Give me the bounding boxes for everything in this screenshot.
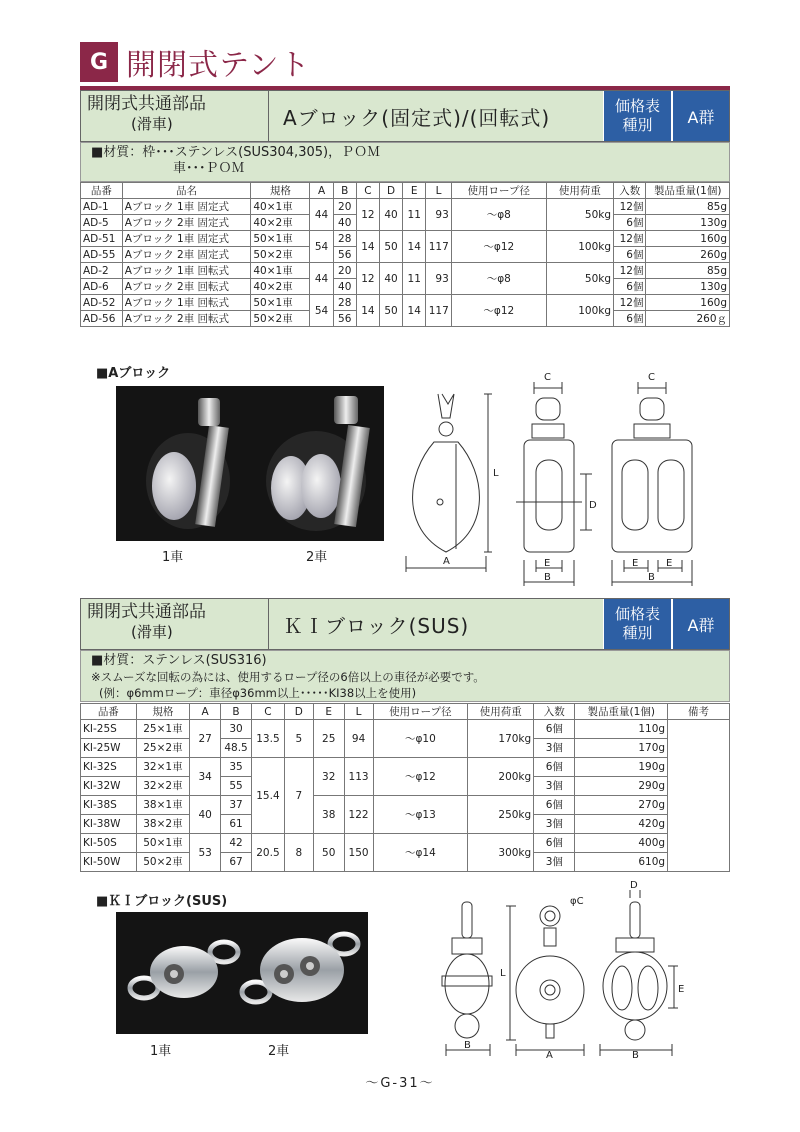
a-block-caption-1: 1車	[162, 550, 184, 565]
section2-material-example: (例：φ6mmロープ：車径φ36mm以上･････KI38以上を使用)	[99, 686, 417, 700]
cell-load: 300kg	[468, 834, 534, 872]
cell-weight: 290g	[575, 777, 668, 796]
cell-spec: 50×2車	[251, 247, 310, 263]
dim-l: L	[500, 968, 506, 979]
cell-weight: 160g	[646, 231, 730, 247]
ki-block-photo-art	[116, 912, 368, 1034]
section1-category	[81, 91, 269, 141]
cell-b: 56	[333, 311, 356, 327]
cell-code: KI-32W	[81, 777, 137, 796]
cell-c: 14	[356, 231, 379, 263]
ki-block-photo	[116, 912, 368, 1034]
cell-qty: 3個	[534, 777, 575, 796]
cell-a: 54	[310, 295, 333, 327]
col-header: D	[284, 704, 313, 720]
cell-b: 40	[333, 215, 356, 231]
section1-type-label: 種別	[622, 116, 653, 134]
dim-a: A	[546, 1050, 553, 1060]
table-row	[81, 295, 730, 311]
cell-qty: 3個	[534, 739, 575, 758]
ki-double	[242, 934, 358, 1002]
cell-a: 53	[190, 834, 221, 872]
cell-code: KI-25S	[81, 720, 137, 739]
cell-b: 20	[333, 199, 356, 215]
cell-d: 50	[379, 231, 402, 263]
cell-a: 54	[310, 231, 333, 263]
cell-rope: ～φ8	[451, 263, 546, 295]
col-header: 製品重量(1個)	[575, 704, 668, 720]
cell-b: 30	[221, 720, 252, 739]
col-header: 品名	[122, 183, 251, 199]
dim-l: L	[493, 468, 499, 479]
cell-b: 42	[221, 834, 252, 853]
cell-b: 28	[333, 231, 356, 247]
cell-load: 100kg	[546, 295, 613, 327]
section2-material	[80, 650, 730, 702]
cell-b: 61	[221, 815, 252, 834]
table-row	[81, 796, 730, 815]
cell-weight: 170g	[575, 739, 668, 758]
cell-code: AD-52	[81, 295, 123, 311]
cell-c: 13.5	[251, 720, 284, 758]
cell-d: 5	[284, 720, 313, 758]
cell-b: 48.5	[221, 739, 252, 758]
table-row	[81, 231, 730, 247]
cell-code: AD-55	[81, 247, 123, 263]
cell-qty: 6個	[614, 247, 646, 263]
single-wheel	[152, 452, 196, 520]
cell-rope: ～φ12	[451, 295, 546, 327]
section2-group: A群	[671, 599, 729, 649]
section1-title-bar	[80, 90, 730, 142]
cell-rope: ～φ13	[373, 796, 468, 834]
col-header: 使用ロープ径	[373, 704, 468, 720]
cell-d: 50	[379, 295, 402, 327]
cell-rope: ～φ12	[373, 758, 468, 796]
cell-weight: 130g	[646, 215, 730, 231]
cell-qty: 6個	[534, 796, 575, 815]
cell-l: 150	[344, 834, 373, 872]
section2-category-sub: (滑車)	[131, 623, 173, 641]
cell-spec: 32×2車	[136, 777, 190, 796]
col-header: L	[344, 704, 373, 720]
section1-material-line2: 車･･･ＰＯＭ	[173, 161, 245, 176]
table-row	[81, 720, 730, 739]
ki-side-view	[442, 902, 492, 1056]
section1-category-title: 開閉式共通部品	[87, 94, 206, 114]
cell-qty: 6個	[534, 758, 575, 777]
cell-qty: 6個	[614, 279, 646, 295]
cell-code: AD-6	[81, 279, 123, 295]
cell-weight: 270g	[575, 796, 668, 815]
col-header: 備考	[668, 704, 730, 720]
cell-code: KI-50S	[81, 834, 137, 853]
cell-b: 40	[333, 279, 356, 295]
section2-spec-table	[80, 703, 730, 872]
dim-e: E	[678, 984, 685, 995]
section1-header-row	[81, 183, 730, 199]
cell-name: Aブロック 2車 回転式	[122, 279, 251, 295]
cell-rope: ～φ14	[373, 834, 468, 872]
cell-spec: 25×1車	[136, 720, 190, 739]
double-shackle	[334, 396, 358, 424]
cell-a: 44	[310, 263, 333, 295]
cell-weight: 260g	[646, 247, 730, 263]
cell-b: 37	[221, 796, 252, 815]
cell-spec: 38×1車	[136, 796, 190, 815]
cell-qty: 12個	[614, 199, 646, 215]
a-block-side-view	[406, 394, 492, 572]
col-header: L	[426, 183, 451, 199]
col-header: C	[356, 183, 379, 199]
section1-price-type	[603, 91, 671, 141]
section2-price-type	[603, 599, 671, 649]
cell-spec: 50×1車	[251, 231, 310, 247]
cell-name: Aブロック 1車 回転式	[122, 295, 251, 311]
dim-c-1: C	[544, 372, 551, 383]
cell-spec: 38×2車	[136, 815, 190, 834]
table-row	[81, 758, 730, 777]
cell-l: 93	[426, 199, 451, 231]
cell-e: 38	[313, 796, 344, 834]
cell-load: 50kg	[546, 263, 613, 295]
cell-load: 200kg	[468, 758, 534, 796]
table-row	[81, 834, 730, 853]
cell-weight: 420g	[575, 815, 668, 834]
cell-spec: 50×2車	[251, 311, 310, 327]
cell-spec: 40×2車	[251, 279, 310, 295]
cell-load: 170kg	[468, 720, 534, 758]
dim-b-2: B	[648, 572, 655, 583]
dim-e-2: E	[632, 558, 639, 569]
section2-product-name: ＫＩブロック(SUS)	[269, 599, 603, 649]
cell-c: 12	[356, 199, 379, 231]
col-header: 規格	[251, 183, 310, 199]
cell-weight: 400g	[575, 834, 668, 853]
col-header: 使用荷重	[546, 183, 613, 199]
cell-code: AD-1	[81, 199, 123, 215]
cell-qty: 12個	[614, 231, 646, 247]
cell-b: 20	[333, 263, 356, 279]
cell-a: 40	[190, 796, 221, 834]
cell-weight: 85g	[646, 199, 730, 215]
cell-c: 20.5	[251, 834, 284, 872]
cell-qty: 6個	[614, 311, 646, 327]
cell-l: 94	[344, 720, 373, 758]
dim-d: D	[589, 500, 597, 511]
cell-spec: 50×2車	[136, 853, 190, 872]
col-header: A	[310, 183, 333, 199]
cell-d: 8	[284, 834, 313, 872]
cell-spec: 25×2車	[136, 739, 190, 758]
page-title: 開閉式テント	[126, 48, 311, 83]
table-row	[81, 263, 730, 279]
cell-d: 7	[284, 758, 313, 834]
section2-category-title: 開閉式共通部品	[87, 602, 206, 622]
cell-b: 55	[221, 777, 252, 796]
section2-photo-label: ■ＫＩブロック(SUS)	[96, 894, 228, 909]
cell-a: 27	[190, 720, 221, 758]
section1-spec-table	[80, 182, 730, 327]
section1-material-line1: ■材質：枠･･･ステンレス(SUS304,305)，ＰＯＭ	[91, 145, 381, 160]
cell-l: 93	[426, 263, 451, 295]
section2-category	[81, 599, 269, 649]
col-header: E	[313, 704, 344, 720]
section2-material-note: ※スムーズな回転の為には、使用するロープ径の6倍以上の車径が必要です。	[91, 670, 485, 684]
cell-spec: 40×2車	[251, 215, 310, 231]
cell-name: Aブロック 2車 固定式	[122, 215, 251, 231]
col-header: 使用ロープ径	[451, 183, 546, 199]
a-block-photo	[116, 386, 384, 541]
cell-d: 40	[379, 263, 402, 295]
cell-name: Aブロック 2車 固定式	[122, 247, 251, 263]
cell-code: KI-38W	[81, 815, 137, 834]
ki-block-caption-1: 1車	[150, 1044, 172, 1059]
ki-block-caption-2: 2車	[268, 1044, 290, 1059]
cell-name: Aブロック 1車 固定式	[122, 199, 251, 215]
ki-block-drawing	[420, 880, 720, 1060]
cell-weight: 610g	[575, 853, 668, 872]
col-header: B	[333, 183, 356, 199]
cell-e: 11	[403, 263, 426, 295]
col-header: E	[403, 183, 426, 199]
cell-weight: 160g	[646, 295, 730, 311]
section2-type-label: 種別	[622, 624, 653, 642]
cell-name: Aブロック 2車 回転式	[122, 311, 251, 327]
ki-single	[130, 942, 238, 998]
cell-weight: 260ｇ	[646, 311, 730, 327]
col-header: A	[190, 704, 221, 720]
dim-d: D	[630, 880, 638, 891]
col-header: 入数	[534, 704, 575, 720]
section2-header-row	[81, 704, 730, 720]
col-header: 規格	[136, 704, 190, 720]
cell-b: 56	[333, 247, 356, 263]
cell-qty: 3個	[534, 815, 575, 834]
col-header: D	[379, 183, 402, 199]
cell-b: 35	[221, 758, 252, 777]
col-header: C	[251, 704, 284, 720]
col-header: 製品重量(1個)	[646, 183, 730, 199]
dim-b-1: B	[464, 1040, 471, 1051]
section1-group: A群	[671, 91, 729, 141]
cell-e: 32	[313, 758, 344, 796]
double-wheel-2	[301, 454, 341, 518]
cell-l: 113	[344, 758, 373, 796]
dim-b-1: B	[544, 572, 551, 583]
col-header: 品番	[81, 704, 137, 720]
a-block-front-view-single	[516, 382, 592, 586]
dim-c-2: C	[648, 372, 655, 383]
cell-remarks	[668, 720, 730, 872]
cell-weight: 130g	[646, 279, 730, 295]
cell-c: 14	[356, 295, 379, 327]
cell-b: 67	[221, 853, 252, 872]
cell-code: AD-5	[81, 215, 123, 231]
cell-c: 15.4	[251, 758, 284, 834]
cell-a: 44	[310, 199, 333, 231]
a-block-front-view-double	[612, 382, 692, 586]
cell-code: AD-56	[81, 311, 123, 327]
cell-load: 250kg	[468, 796, 534, 834]
section1-product-name: Aブロック(固定式)/(回転式)	[269, 91, 603, 141]
cell-code: KI-50W	[81, 853, 137, 872]
cell-load: 50kg	[546, 199, 613, 231]
section2-price-label: 価格表	[614, 605, 660, 623]
cell-e: 14	[403, 295, 426, 327]
cell-spec: 50×1車	[136, 834, 190, 853]
cell-name: Aブロック 1車 固定式	[122, 231, 251, 247]
cell-rope: ～φ8	[451, 199, 546, 231]
cell-qty: 3個	[534, 853, 575, 872]
col-header: 使用荷重	[468, 704, 534, 720]
section2-title-bar	[80, 598, 730, 650]
ki-front-view	[506, 906, 584, 1056]
cell-code: KI-38S	[81, 796, 137, 815]
cell-d: 40	[379, 199, 402, 231]
cell-l: 117	[426, 231, 451, 263]
cell-spec: 40×1車	[251, 263, 310, 279]
cell-a: 34	[190, 758, 221, 796]
cell-e: 50	[313, 834, 344, 872]
dim-b-2: B	[632, 1050, 639, 1060]
dim-e-1: E	[544, 558, 551, 569]
a-block-caption-2: 2車	[306, 550, 328, 565]
section1-material	[80, 142, 730, 182]
single-shackle	[198, 398, 220, 426]
cell-code: AD-2	[81, 263, 123, 279]
cell-qty: 6個	[614, 215, 646, 231]
section1-photo-label: ■Aブロック	[96, 366, 171, 381]
col-header: B	[221, 704, 252, 720]
cell-qty: 12個	[614, 263, 646, 279]
cell-code: KI-25W	[81, 739, 137, 758]
cell-qty: 6個	[534, 834, 575, 853]
col-header: 品番	[81, 183, 123, 199]
cell-qty: 6個	[534, 720, 575, 739]
section1-category-sub: (滑車)	[131, 115, 173, 133]
cell-e: 25	[313, 720, 344, 758]
page-number: ～G-31～	[365, 1076, 435, 1091]
cell-l: 122	[344, 796, 373, 834]
chapter-badge: G	[80, 42, 118, 82]
cell-e: 14	[403, 231, 426, 263]
cell-weight: 85g	[646, 263, 730, 279]
cell-rope: ～φ12	[451, 231, 546, 263]
cell-code: KI-32S	[81, 758, 137, 777]
cell-rope: ～φ10	[373, 720, 468, 758]
cell-c: 12	[356, 263, 379, 295]
cell-weight: 190g	[575, 758, 668, 777]
a-block-photo-art	[116, 386, 384, 541]
col-header: 入数	[614, 183, 646, 199]
section1-price-label: 価格表	[614, 97, 660, 115]
ki-front-view-double	[600, 890, 678, 1056]
cell-name: Aブロック 1車 回転式	[122, 263, 251, 279]
cell-load: 100kg	[546, 231, 613, 263]
dim-e-3: E	[666, 558, 673, 569]
section2-material-line1: ■材質：ステンレス(SUS316)	[91, 653, 267, 668]
cell-weight: 110g	[575, 720, 668, 739]
cell-code: AD-51	[81, 231, 123, 247]
cell-b: 28	[333, 295, 356, 311]
a-block-drawing	[396, 364, 726, 594]
cell-l: 117	[426, 295, 451, 327]
cell-spec: 50×1車	[251, 295, 310, 311]
table-row	[81, 199, 730, 215]
dim-phi-c: φC	[570, 896, 584, 907]
dim-a: A	[443, 556, 450, 567]
cell-spec: 32×1車	[136, 758, 190, 777]
cell-e: 11	[403, 199, 426, 231]
cell-spec: 40×1車	[251, 199, 310, 215]
cell-qty: 12個	[614, 295, 646, 311]
